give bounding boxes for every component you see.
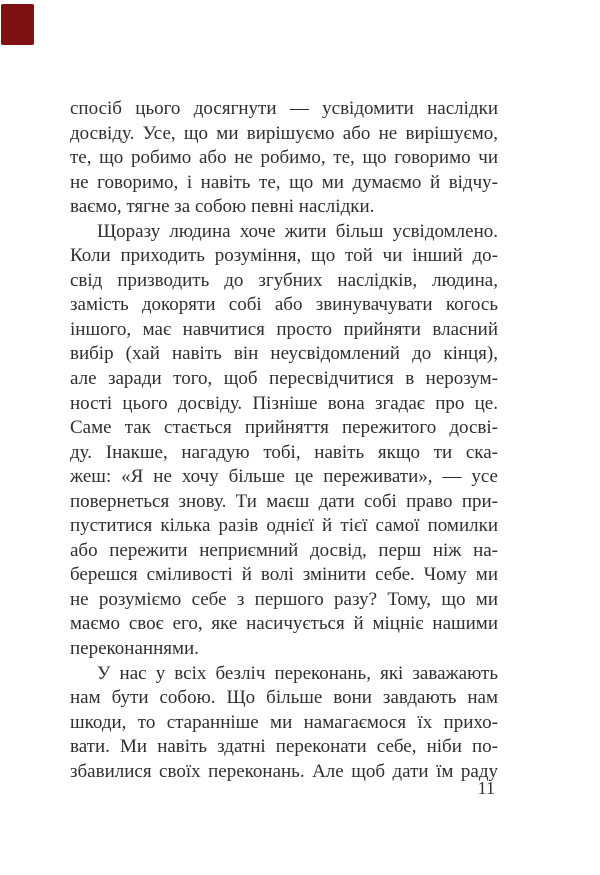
text-line: вати. Ми навіть здатні переконати себе, ніби по- [70,736,498,758]
text-line: пуститися кілька разів однієї й тієї самої помилки [70,515,498,537]
text-line: переконаннями. [70,638,199,660]
page-number-row [70,778,495,798]
text-line: вибір (хай навіть він неусвідомлений до кінця), [70,343,498,365]
text-line: замість докоряти собі або звинувачувати когось [70,294,498,316]
text-line: спосіб цього досягнути — усвідомити наслідки [70,98,498,119]
text-line: ності цього досвіду. Пізніше вона згадає про це. [70,392,498,414]
text-line: маємо своє его, яке насичується й міцніє нашими [70,613,498,635]
text-line: іншого, має навчитися просто прийняти власний [70,318,498,340]
text-line: берешся сміливості й волі змінити себе. Чому ми [70,564,498,586]
text-line: не розуміємо себе з першого разу? Тому, що ми [70,588,498,610]
text-line: збавилися своїх переконань. Але щоб дати їм раду [70,760,498,782]
text-line: або пережити неприємний досвід, перш ніж на- [70,539,498,561]
text-line: свід призводить до згубних наслідків, людина, [70,269,498,291]
paragraph [70,220,498,662]
corner-marker [1,4,34,45]
text-line: У нас у всіх безліч переконань, які заважають [97,662,498,684]
paragraph [70,662,498,785]
text-line: те, що робимо або не робимо, те, що говоримо чи [70,147,498,169]
text-line: але заради того, щоб пересвідчитися в нерозум- [70,368,498,390]
text-line: Коли приходить розуміння, що той чи інший до- [70,245,498,267]
page-number: 11 [477,778,495,798]
text-line: ваємо, тягне за собою певні наслідки. [70,196,375,218]
text-line: досвіду. Усе, що ми вирішуємо або не вирішуємо, [70,122,498,144]
text-line: повернеться знову. Ти маєш дати собі право при- [70,490,498,512]
text-line: жеш: «Я не хочу більше це переживати», — усе [70,466,498,488]
text-line: не говоримо, і навіть те, що ми думаємо й відчу- [70,171,498,193]
text-line: Саме так стається прийняття пережитого досві- [70,417,498,439]
text-line: ду. Інакше, нагадую тобі, навіть якщо ти ска- [70,441,498,463]
text-line: Щоразу людина хоче жити більш усвідомлено. [97,220,498,242]
text-line: шкоди, то старанніше ми намагаємося їх прихо- [70,711,498,733]
text-block [70,97,498,784]
paragraph [70,97,498,220]
text-line: нам бути собою. Що більше вони завдають нам [70,687,498,709]
